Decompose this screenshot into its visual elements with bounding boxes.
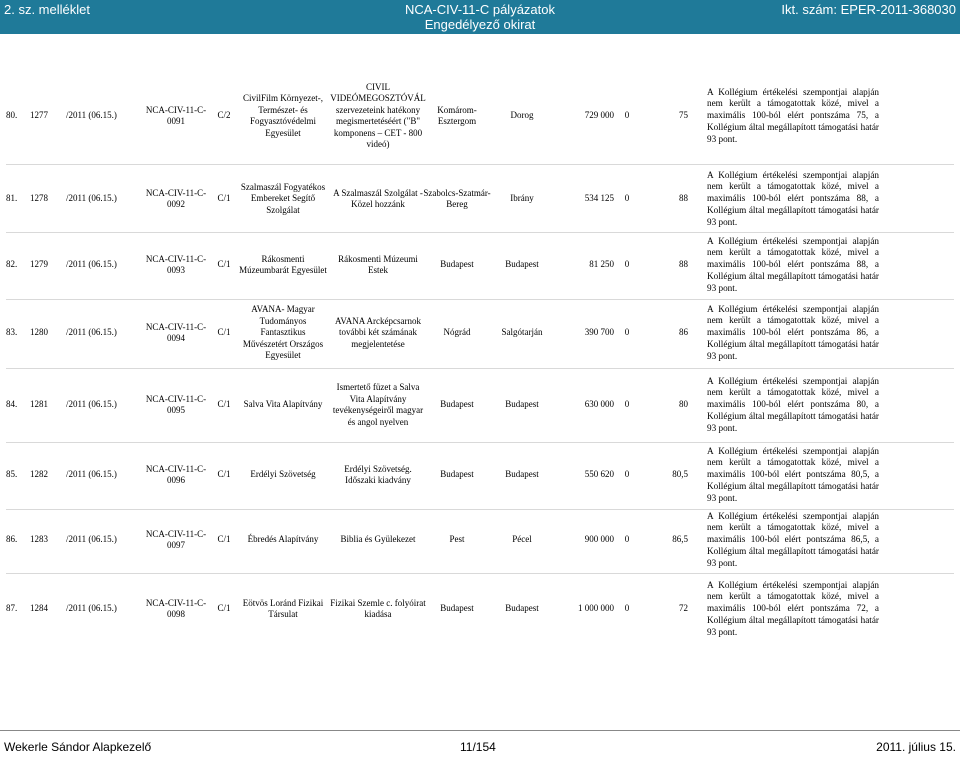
header-title <box>280 2 680 32</box>
project-title: Rákosmenti Múzeumi Estek <box>338 253 418 275</box>
project-title: Ismertető füzet a Salva Vita Alapítvány tevékenységeiről magyar és angol nyelven <box>332 382 424 427</box>
granted-amount: 0 <box>624 327 630 338</box>
evaluation-text: A Kollégium értékelési szempontjai alapján nem került a támogatottak közé, mivel a maximális 100-ból elért pontszáma 75, a Kollégium által megállapított támogatási határ 93 pont. <box>707 86 879 144</box>
table-row <box>0 168 960 230</box>
city: Ibrány <box>510 193 534 204</box>
category: C/1 <box>217 469 231 480</box>
header-title-line2: Engedélyező okirat <box>424 17 536 32</box>
organization-name: Ébredés Alapítvány <box>247 534 319 545</box>
decision-date: /2011 (06.15.) <box>66 259 117 270</box>
county: Szabolcs-Szatmár-Bereg <box>423 187 491 209</box>
requested-amount: 900 000 <box>584 534 614 545</box>
application-id: 1283 <box>30 534 48 545</box>
evaluation-text: A Kollégium értékelési szempontjai alapján nem került a támogatottak közé, mivel a maximális 100-ból elért pontszáma 86,5, a Kollégium által megállapított támogatási határ 93 pont. <box>707 510 879 568</box>
city: Budapest <box>505 469 539 480</box>
row-number: 87. <box>6 603 18 614</box>
category: C/1 <box>217 327 231 338</box>
row-divider <box>6 368 954 369</box>
requested-amount: 534 125 <box>584 193 614 204</box>
evaluation-text: A Kollégium értékelési szempontjai alapján nem került a támogatottak közé, mivel a maximális 100-ból elért pontszáma 80, a Kollégium által megállapított támogatási határ 93 pont. <box>707 375 879 433</box>
application-id: 1284 <box>30 603 48 614</box>
score: 88 <box>679 193 688 204</box>
organization-name: AVANA- Magyar Tudományos Fantasztikus Művészetért Országos Egyesület <box>242 304 324 361</box>
table-row <box>0 370 960 440</box>
category: C/2 <box>217 110 231 121</box>
county: Budapest <box>440 469 474 480</box>
application-code: NCA-CIV-11-C-0091 <box>145 104 207 126</box>
decision-date: /2011 (06.15.) <box>66 603 117 614</box>
project-title: Fizikai Szemle c. folyóirat kiadása <box>330 597 426 619</box>
application-code: NCA-CIV-11-C-0092 <box>145 187 207 209</box>
organization-name: Rákosmenti Múzeumbarát Egyesület <box>239 253 327 275</box>
page-footer <box>0 730 960 759</box>
project-title: A Szalmaszál Szolgálat - Közel hozzánk <box>333 187 423 209</box>
row-number: 85. <box>6 469 18 480</box>
requested-amount: 390 700 <box>584 327 614 338</box>
application-code: NCA-CIV-11-C-0095 <box>145 393 207 415</box>
category: C/1 <box>217 534 231 545</box>
evaluation-text: A Kollégium értékelési szempontjai alapján nem került a támogatottak közé, mivel a maximális 100-ból elért pontszáma 86, a Kollégium által megállapított támogatási határ 93 pont. <box>707 303 879 361</box>
city: Pécel <box>512 534 532 545</box>
county: Pest <box>449 534 465 545</box>
row-number: 83. <box>6 327 18 338</box>
application-id: 1279 <box>30 259 48 270</box>
project-title: Erdélyi Szövetség. Időszaki kiadvány <box>344 463 412 485</box>
row-number: 86. <box>6 534 18 545</box>
table-row <box>0 233 960 297</box>
category: C/1 <box>217 603 231 614</box>
granted-amount: 0 <box>624 534 630 545</box>
decision-date: /2011 (06.15.) <box>66 110 117 121</box>
header-title-line1: NCA-CIV-11-C pályázatok <box>404 2 556 17</box>
category: C/1 <box>217 259 231 270</box>
decision-date: /2011 (06.15.) <box>66 469 117 480</box>
project-title: CIVIL VIDEÓMEGOSZTÓVÁL szervezeteink hatékony megismertetéséért ("B" komponens – CET - 800 videó) <box>330 81 426 149</box>
evaluation-text: A Kollégium értékelési szempontjai alapján nem került a támogatottak közé, mivel a maximális 100-ból elért pontszáma 88, a Kollégium által megállapított támogatási határ 93 pont. <box>707 169 879 227</box>
score: 80,5 <box>672 469 688 480</box>
county: Komárom-Esztergom <box>437 104 477 126</box>
application-id: 1277 <box>30 110 48 121</box>
organization-name: Eötvös Loránd Fizikai Társulat <box>242 597 324 619</box>
score: 80 <box>679 399 688 410</box>
evaluation-text: A Kollégium értékelési szempontjai alapján nem került a támogatottak közé, mivel a maximális 100-ból elért pontszáma 72, a Kollégium által megállapított támogatási határ 93 pont. <box>707 579 879 637</box>
footer-date: 2011. július 15. <box>876 740 956 754</box>
county: Nógrád <box>443 327 471 338</box>
footer-organization: Wekerle Sándor Alapkezelő <box>4 740 152 754</box>
score: 75 <box>679 110 688 121</box>
project-title: Biblia és Gyülekezet <box>340 534 416 545</box>
requested-amount: 81 250 <box>589 259 614 270</box>
row-number: 84. <box>6 399 18 410</box>
table-row <box>0 509 960 571</box>
application-id: 1278 <box>30 193 48 204</box>
table-row <box>0 575 960 643</box>
city: Dorog <box>510 110 534 121</box>
city: Budapest <box>505 603 539 614</box>
requested-amount: 630 000 <box>584 399 614 410</box>
evaluation-text: A Kollégium értékelési szempontjai alapján nem került a támogatottak közé, mivel a maximális 100-ból elért pontszáma 80,5, a Kollégium által megállapított támogatási határ 93 pont. <box>707 445 879 503</box>
requested-amount: 1 000 000 <box>578 603 614 614</box>
requested-amount: 729 000 <box>584 110 614 121</box>
granted-amount: 0 <box>624 110 630 121</box>
application-id: 1281 <box>30 399 48 410</box>
table-row <box>0 70 960 162</box>
requested-amount: 550 620 <box>584 469 614 480</box>
granted-amount: 0 <box>624 259 630 270</box>
decision-date: /2011 (06.15.) <box>66 327 117 338</box>
page-header <box>0 0 960 34</box>
evaluation-text: A Kollégium értékelési szempontjai alapján nem került a támogatottak közé, mivel a maximális 100-ból elért pontszáma 88, a Kollégium által megállapított támogatási határ 93 pont. <box>707 235 879 293</box>
decision-date: /2011 (06.15.) <box>66 534 117 545</box>
application-id: 1280 <box>30 327 48 338</box>
organization-name: CivilFilm Környezet-, Természet- és Fogyasztóvédelmi Egyesület <box>243 93 323 138</box>
application-code: NCA-CIV-11-C-0093 <box>145 253 207 275</box>
table-row <box>0 300 960 366</box>
organization-name: Erdélyi Szövetség <box>250 469 316 480</box>
score: 72 <box>679 603 688 614</box>
page-number: 11/154 <box>460 740 496 754</box>
granted-amount: 0 <box>624 193 630 204</box>
city: Budapest <box>505 259 539 270</box>
application-code: NCA-CIV-11-C-0094 <box>145 321 207 343</box>
row-divider <box>6 164 954 165</box>
score: 88 <box>679 259 688 270</box>
city: Salgótarján <box>501 327 543 338</box>
granted-amount: 0 <box>624 399 630 410</box>
row-number: 81. <box>6 193 18 204</box>
decision-date: /2011 (06.15.) <box>66 399 117 410</box>
row-number: 80. <box>6 110 18 121</box>
score: 86,5 <box>672 534 688 545</box>
application-code: NCA-CIV-11-C-0096 <box>145 463 207 485</box>
city: Budapest <box>505 399 539 410</box>
registry-number: Ikt. szám: EPER-2011-368030 <box>781 2 956 17</box>
row-number: 82. <box>6 259 18 270</box>
row-divider <box>6 573 954 574</box>
application-code: NCA-CIV-11-C-0098 <box>145 597 207 619</box>
county: Budapest <box>440 259 474 270</box>
application-id: 1282 <box>30 469 48 480</box>
granted-amount: 0 <box>624 603 630 614</box>
decision-date: /2011 (06.15.) <box>66 193 117 204</box>
score: 86 <box>679 327 688 338</box>
granted-amount: 0 <box>624 469 630 480</box>
county: Budapest <box>440 603 474 614</box>
organization-name: Szalmaszál Fogyatékos Embereket Segítő Szolgálat <box>240 181 326 215</box>
project-title: AVANA Arcképcsarnok további két számának megjelentetése <box>335 315 421 349</box>
category: C/1 <box>217 399 231 410</box>
organization-name: Salva Vita Alapítvány <box>243 399 323 410</box>
appendix-label: 2. sz. melléklet <box>4 2 90 17</box>
county: Budapest <box>440 399 474 410</box>
table-row <box>0 443 960 507</box>
application-code: NCA-CIV-11-C-0097 <box>145 528 207 550</box>
category: C/1 <box>217 193 231 204</box>
